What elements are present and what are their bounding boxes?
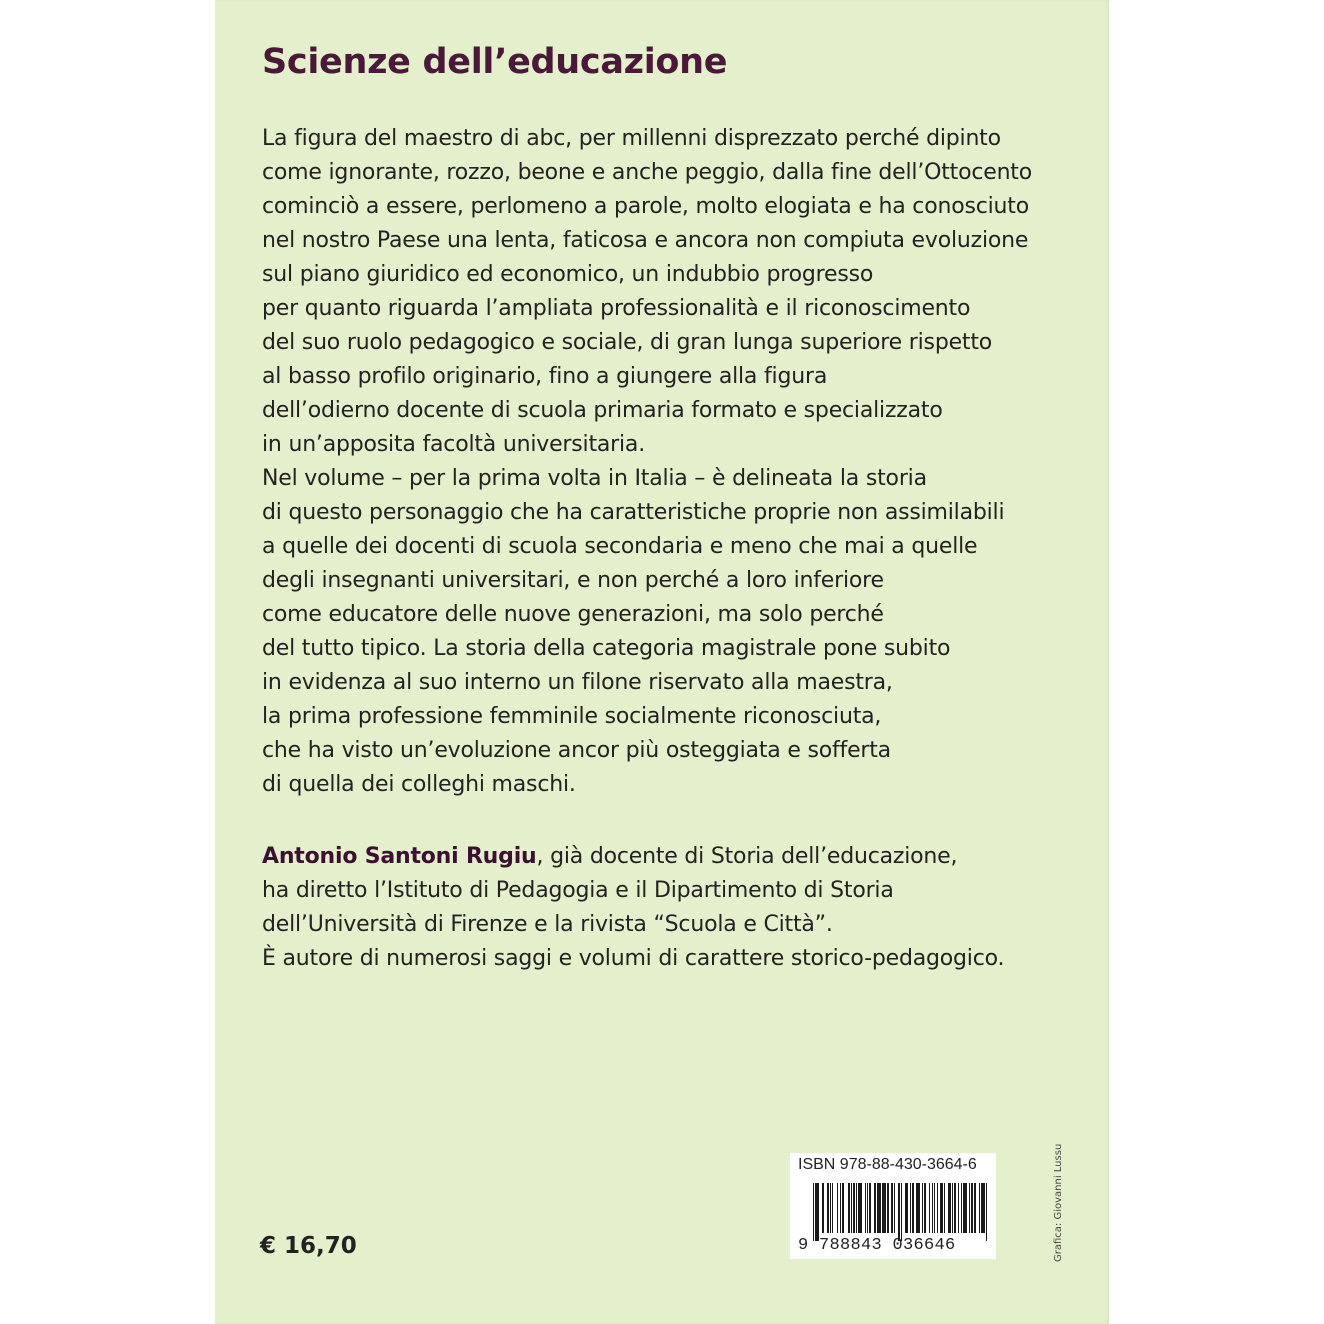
author-bio-line — [262, 840, 1042, 874]
book-back-cover — [215, 0, 1109, 1324]
barcode-bar — [869, 1183, 871, 1233]
blurb-line: come educatore delle nuove generazioni, ma solo perché — [262, 602, 884, 627]
blurb-line: a quelle dei docenti di scuola secondaria e meno che mai a quelle — [262, 534, 978, 559]
barcode-bar — [858, 1183, 862, 1233]
barcode-bar — [974, 1183, 976, 1233]
barcode-bar — [867, 1183, 868, 1233]
barcode-bar — [905, 1183, 908, 1233]
author-bio-line: È autore di numerosi saggi e volumi di carattere storico-pedagogico. — [262, 946, 1005, 971]
barcode-bar — [910, 1183, 911, 1233]
author-bio-line: ha diretto l’Istituto di Pedagogia e il Dipartimento di Storia — [262, 878, 894, 903]
author-bio-text: , già docente di Storia dell’educazione, — [536, 844, 958, 869]
barcode-bar — [837, 1183, 838, 1233]
barcode-digits: 9 788843 036646 — [798, 1236, 956, 1255]
barcode-bar — [815, 1183, 819, 1241]
blurb-line: sul piano giuridico ed economico, un indubbio progresso — [262, 262, 874, 287]
barcode-bar — [851, 1183, 852, 1233]
blurb-line: di questo personaggio che ha caratteristiche proprie non assimilabili — [262, 500, 1005, 525]
blurb-line: degli insegnanti universitari, e non perché a loro inferiore — [262, 568, 884, 593]
barcode-bar — [944, 1183, 945, 1233]
barcode-bar — [822, 1183, 824, 1233]
blurb-line: la prima professione femminile socialmente riconosciuta, — [262, 704, 882, 729]
blurb-line: in evidenza al suo interno un filone riservato alla maestra, — [262, 670, 893, 695]
blurb-line: Nel volume – per la prima volta in Italia – è delineata la storia — [262, 466, 927, 491]
barcode-bar — [898, 1183, 900, 1241]
barcode-bar — [887, 1183, 889, 1233]
barcode-bar — [986, 1183, 987, 1241]
blurb-line: per quanto riguarda l’ampliata professionalità e il riconoscimento — [262, 296, 971, 321]
barcode-bar — [971, 1183, 973, 1233]
blurb-line: cominciò a essere, perlomeno a parole, molto elogiata e ha conosciuto — [262, 194, 1029, 219]
barcode-bar — [865, 1183, 866, 1233]
series-title: Scienze dell’educazione — [262, 42, 728, 82]
barcode-bar — [922, 1183, 923, 1233]
barcode-bar — [981, 1183, 985, 1233]
blurb-line: al basso profilo originario, fino a giungere alla figura — [262, 364, 828, 389]
barcode-bar — [848, 1183, 850, 1233]
blurb-line: nel nostro Paese una lenta, faticosa e ancora non compiuta evoluzione — [262, 228, 1029, 253]
barcode-bar — [856, 1183, 857, 1233]
barcode-bar — [877, 1183, 881, 1233]
barcode-bar — [853, 1183, 855, 1233]
isbn-number: ISBN 978-88-430-3664-6 — [798, 1156, 977, 1173]
barcode-bar — [969, 1183, 970, 1233]
isbn-barcode-box — [790, 1153, 996, 1259]
barcode-bar — [891, 1183, 893, 1233]
author-name: Antonio Santoni Rugiu — [262, 844, 537, 869]
barcode-bar — [948, 1183, 951, 1233]
barcode-bar — [842, 1183, 844, 1233]
barcode-bar — [874, 1183, 876, 1233]
barcode-bar — [937, 1183, 938, 1233]
barcode-bar — [894, 1183, 895, 1233]
blurb-line: La figura del maestro di abc, per millenni disprezzato perché dipinto — [262, 126, 1001, 151]
author-bio-line: dell’Università di Firenze e la rivista “Scuola e Città”. — [262, 912, 833, 937]
barcode-bar — [958, 1183, 959, 1233]
barcode-bar — [813, 1183, 814, 1241]
barcode-bar — [932, 1183, 933, 1233]
barcode-bar — [840, 1183, 841, 1233]
barcode-bar — [912, 1183, 914, 1233]
barcode-bar — [961, 1183, 962, 1233]
blurb-line: di quella dei colleghi maschi. — [262, 772, 576, 797]
barcode-bar — [924, 1183, 926, 1233]
blurb-line: dell’odierno docente di scuola primaria formato e specializzato — [262, 398, 943, 423]
barcode-bar — [916, 1183, 920, 1233]
author-bio — [262, 840, 1042, 976]
barcode-graphic — [813, 1183, 989, 1241]
blurb-text — [262, 122, 1032, 802]
price-label: € 16,70 — [260, 1233, 357, 1259]
barcode-bar — [952, 1183, 953, 1233]
design-credit: Grafica: Giovanni Lussu — [1053, 1143, 1064, 1262]
barcode-bar — [832, 1183, 833, 1233]
blurb-line: del suo ruolo pedagogico e sociale, di gran lunga superiore rispetto — [262, 330, 993, 355]
barcode-bar — [882, 1183, 886, 1233]
barcode-bar — [901, 1183, 902, 1241]
barcode-bar — [979, 1183, 980, 1233]
barcode-bar — [940, 1183, 943, 1233]
barcode-bar — [954, 1183, 956, 1233]
blurb-line: che ha visto un’evoluzione ancor più osteggiata e sofferta — [262, 738, 891, 763]
barcode-bar — [963, 1183, 967, 1233]
barcode-bar — [827, 1183, 829, 1233]
barcode-bar — [929, 1183, 930, 1233]
blurb-line: in un’apposita facoltà universitaria. — [262, 432, 645, 457]
barcode-bar — [830, 1183, 831, 1233]
barcode-bar — [934, 1183, 935, 1233]
blurb-line: del tutto tipico. La storia della categoria magistrale pone subito — [262, 636, 951, 661]
blurb-line: come ignorante, rozzo, beone e anche peggio, dalla fine dell’Ottocento — [262, 160, 1032, 185]
